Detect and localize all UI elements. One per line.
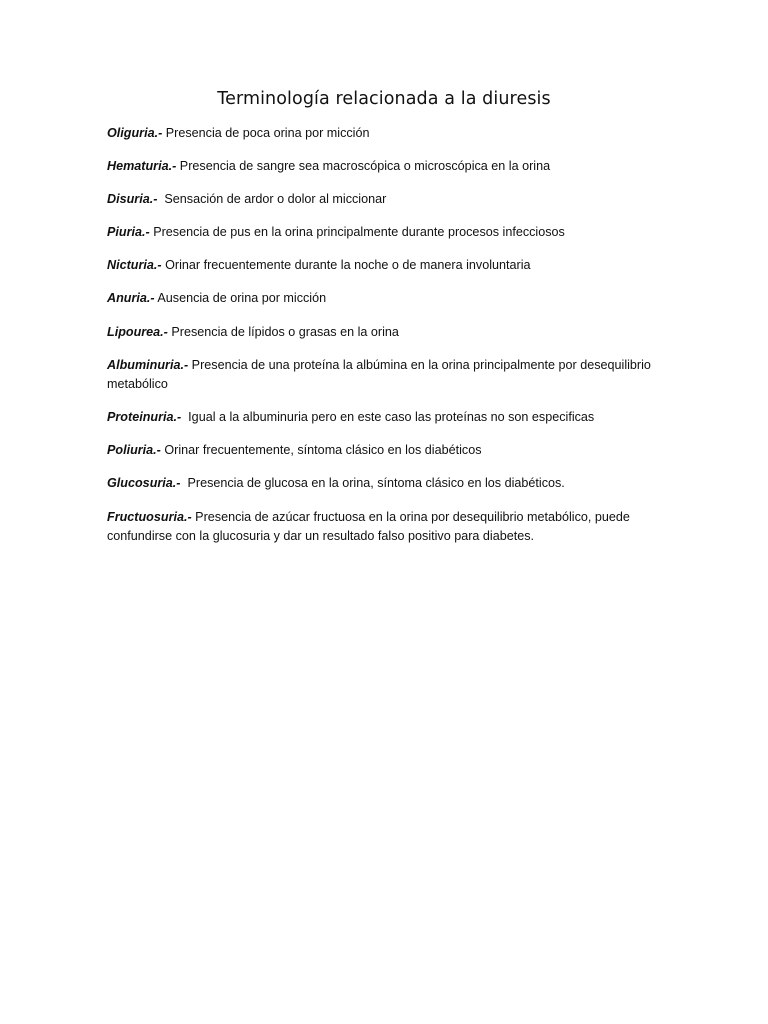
glossary-entry-fructuosuria bbox=[107, 508, 667, 547]
glossary-definition: Igual a la albuminuria pero en este caso las proteínas no son especificas bbox=[181, 410, 595, 425]
glossary-list bbox=[107, 124, 667, 560]
glossary-entry-nicturia bbox=[107, 256, 667, 276]
glossary-term: Anuria.- bbox=[107, 291, 155, 306]
glossary-term: Albuminuria.- bbox=[107, 357, 189, 372]
glossary-entry-piuria bbox=[107, 223, 667, 243]
glossary-term: Disuria.- bbox=[107, 192, 158, 207]
glossary-entry-glucosuria bbox=[107, 474, 667, 494]
glossary-term: Fructuosuria.- bbox=[107, 509, 192, 524]
glossary-term: Oliguria.- bbox=[107, 126, 163, 140]
glossary-term: Nicturia.- bbox=[107, 258, 162, 273]
glossary-entry-proteinuria bbox=[107, 408, 667, 428]
glossary-entry-lipourea bbox=[107, 323, 667, 343]
glossary-definition: Orinar frecuentemente durante la noche o de manera involuntaria bbox=[161, 258, 531, 273]
glossary-definition: Presencia de poca orina por micción bbox=[162, 126, 370, 140]
glossary-definition: Orinar frecuentemente, síntoma clásico en los diabéticos bbox=[160, 443, 482, 458]
glossary-term: Glucosuria.- bbox=[107, 476, 181, 491]
glossary-definition: Presencia de pus en la orina principalmente durante procesos infecciosos bbox=[149, 225, 565, 240]
glossary-entry-disuria bbox=[107, 190, 667, 210]
glossary-entry-poliuria bbox=[107, 441, 667, 461]
glossary-definition: Sensación de ardor o dolor al miccionar bbox=[157, 192, 387, 207]
glossary-entry-oliguria bbox=[107, 124, 667, 144]
glossary-definition: Presencia de lípidos o grasas en la orina bbox=[167, 324, 399, 339]
glossary-definition: Presencia de sangre sea macroscópica o microscópica en la orina bbox=[176, 159, 551, 174]
glossary-definition: Presencia de una proteína la albúmina en la orina principalmente por desequilibrio metabólico bbox=[107, 357, 655, 392]
glossary-term: Hematuria.- bbox=[107, 159, 177, 174]
glossary-term: Poliuria.- bbox=[107, 443, 161, 458]
glossary-definition: Presencia de azúcar fructuosa en la orina por desequilibrio metabólico, puede confundirse con la glucosuria y dar un resultado falso positivo para diabetes. bbox=[107, 509, 634, 544]
document-title: Terminología relacionada a la diuresis bbox=[217, 89, 551, 109]
glossary-definition: Ausencia de orina por micción bbox=[154, 291, 327, 306]
glossary-entry-albuminuria bbox=[107, 356, 667, 395]
glossary-entry-hematuria bbox=[107, 157, 667, 177]
glossary-definition: Presencia de glucosa en la orina, síntoma clásico en los diabéticos. bbox=[180, 476, 565, 491]
glossary-entry-anuria bbox=[107, 289, 667, 309]
glossary-term: Piuria.- bbox=[107, 225, 150, 240]
glossary-term: Proteinuria.- bbox=[107, 410, 182, 425]
glossary-term: Lipourea.- bbox=[107, 324, 168, 339]
